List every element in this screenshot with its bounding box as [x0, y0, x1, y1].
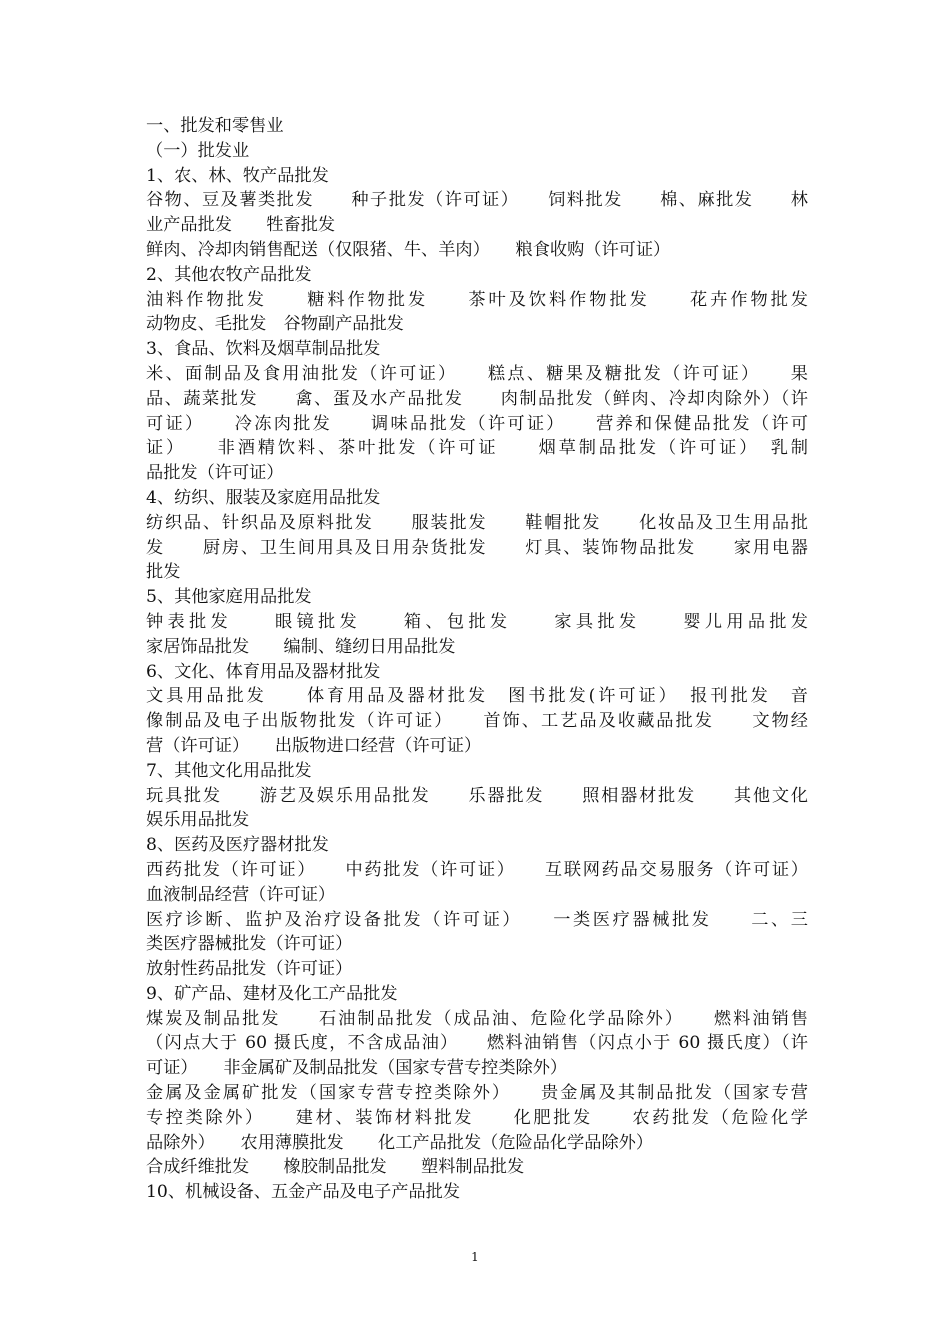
body-line: 谷物、豆及薯类批发 种子批发（许可证） 饲料批发 棉、麻批发 林: [146, 190, 808, 211]
category-heading: 3、食品、饮料及烟草制品批发: [146, 339, 381, 360]
body-line: 专控类除外） 建材、装饰材料批发 化肥批发 农药批发（危险化学: [146, 1107, 808, 1128]
body-line: 玩具批发 游艺及娱乐用品批发 乐器批发 照相器材批发 其他文化: [146, 785, 808, 806]
body-line: 煤炭及制品批发 石油制品批发（成品油、危险化学品除外） 燃料油销售: [146, 1008, 808, 1029]
body-line: 动物皮、毛批发 谷物副产品批发: [146, 314, 404, 335]
body-line: 放射性药品批发（许可证）: [146, 959, 353, 980]
body-line: 纺织品、针织品及原料批发 服装批发 鞋帽批发 化妆品及卫生用品批: [146, 512, 808, 533]
category-heading: 1、农、林、牧产品批发: [146, 165, 329, 186]
body-line: （闪点大于 60 摄氏度，不含成品油） 燃料油销售（闪点小于 60 摄氏度）（许: [146, 1033, 808, 1054]
body-line: 业产品批发 牲畜批发: [146, 215, 336, 236]
body-line: 批发: [146, 562, 181, 583]
body-line: 油料作物批发 糖料作物批发 茶叶及饮料作物批发 花卉作物批发: [146, 289, 808, 310]
body-line: 证） 非酒精饮料、茶叶批发（许可证 烟草制品批发（许可证） 乳制: [146, 438, 808, 459]
category-heading: 5、其他家庭用品批发: [146, 587, 312, 608]
section-heading: 一、批发和零售业: [146, 116, 284, 136]
body-line: 发 厨房、卫生间用具及日用杂货批发 灯具、装饰物品批发 家用电器: [146, 537, 808, 558]
body-line: 文具用品批发 体育用品及器材批发 图书批发(许可证） 报刊批发 音: [146, 686, 808, 707]
body-line: 品除外） 农用薄膜批发 化工产品批发（危险品化学品除外）: [146, 1132, 654, 1153]
body-line: 钟表批发 眼镜批发 箱、包批发 家具批发 婴儿用品批发: [146, 611, 808, 632]
category-heading: 7、其他文化用品批发: [146, 760, 312, 781]
body-line: 像制品及电子出版物批发（许可证） 首饰、工艺品及收藏品批发 文物经: [146, 711, 808, 732]
document-body: [146, 114, 808, 1205]
body-line: 鲜肉、冷却肉销售配送（仅限猪、牛、羊肉） 粮食收购（许可证）: [146, 239, 671, 260]
category-heading: 10、机械设备、五金产品及电子产品批发: [146, 1182, 461, 1203]
page-number: 1: [471, 1250, 479, 1264]
category-heading: 2、其他农牧产品批发: [146, 264, 312, 285]
body-line: 品批发（许可证）: [146, 463, 284, 484]
body-line: 品、蔬菜批发 禽、蛋及水产品批发 肉制品批发（鲜肉、冷却肉除外）（许: [146, 388, 808, 409]
subsection-heading: （一）批发业: [146, 140, 250, 161]
body-line: 娱乐用品批发: [146, 810, 250, 831]
body-line: 米、面制品及食用油批发（许可证） 糕点、糖果及糖批发（许可证） 果: [146, 363, 808, 384]
body-line: 家居饰品批发 编制、缝纫日用品批发: [146, 636, 456, 657]
body-line: 可证） 冷冻肉批发 调味品批发（许可证） 营养和保健品批发（许可: [146, 413, 808, 434]
body-line: 血液制品经营（许可证）: [146, 884, 336, 905]
category-heading: 4、纺织、服装及家庭用品批发: [146, 487, 381, 508]
category-heading: 9、矿产品、建材及化工产品批发: [146, 983, 398, 1004]
body-line: 可证） 非金属矿及制品批发（国家专营专控类除外）: [146, 1058, 568, 1079]
category-heading: 6、文化、体育用品及器材批发: [146, 661, 381, 682]
body-line: 医疗诊断、监护及治疗设备批发（许可证） 一类医疗器械批发 二、三: [146, 909, 808, 930]
body-line: 营（许可证） 出版物进口经营（许可证）: [146, 735, 482, 756]
category-heading: 8、医药及医疗器材批发: [146, 835, 329, 856]
body-line: 类医疗器械批发（许可证）: [146, 934, 353, 955]
body-line: 合成纤维批发 橡胶制品批发 塑料制品批发: [146, 1157, 525, 1178]
body-line: 金属及金属矿批发（国家专营专控类除外） 贵金属及其制品批发（国家专营: [146, 1083, 808, 1104]
body-line: 西药批发（许可证） 中药批发（许可证） 互联网药品交易服务（许可证）: [146, 859, 808, 880]
